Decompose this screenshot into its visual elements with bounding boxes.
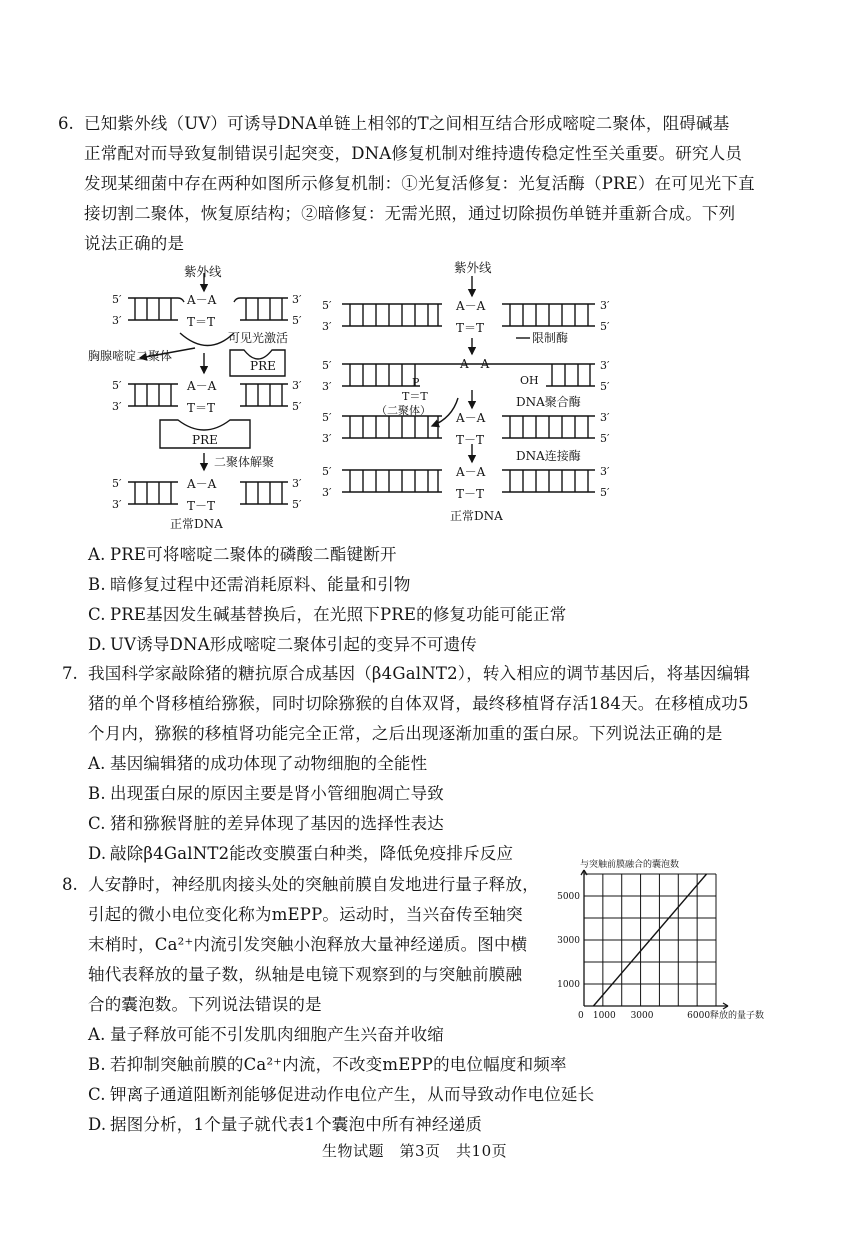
- right-r2-3prime-right: 3′: [600, 359, 610, 372]
- left-r1-pair-bottom: T＝T: [187, 315, 216, 329]
- q8-number: 8.: [62, 875, 78, 894]
- left-r3-5prime-right: 5′: [292, 498, 302, 511]
- left-r2-5prime: 5′: [112, 379, 122, 392]
- q8-line-1: 人安静时，神经肌肉接头处的突触前膜自发地进行量子释放，: [88, 875, 539, 894]
- q7-option-a-text: 基因编辑猪的成功体现了动物细胞的全能性: [110, 754, 428, 773]
- q8-option-a-letter: A.: [88, 1025, 106, 1044]
- right-r2-5prime: 5′: [322, 359, 332, 372]
- chart-x-tick-3000: 3000: [630, 1011, 654, 1021]
- dna-ligase-label: DNA连接酶: [516, 449, 581, 463]
- q6-line-2: 正常配对而导致复制错误引起突变，DNA修复机制对维持遗传稳定性至关重要。研究人员: [84, 144, 743, 163]
- right-r1-3prime: 3′: [322, 320, 332, 333]
- q6-option-c[interactable]: [88, 605, 566, 625]
- thymine-dimer-label: 胸腺嘧啶二聚体: [88, 349, 173, 363]
- right-r4-3prime-right: 3′: [600, 465, 610, 478]
- normal-dna-left-label: 正常DNA: [170, 517, 223, 531]
- q6-option-b-text: 暗修复过程中还需消耗原料、能量和引物: [110, 575, 411, 594]
- right-r3-5prime-right: 5′: [600, 432, 610, 445]
- q7-line-1: 我国科学家敲除猪的糖抗原合成基因（β4GalNT2），转入相应的调节基因后，将基因编辑: [88, 664, 751, 683]
- q8-option-c[interactable]: [88, 1085, 594, 1105]
- light-activation-label: 可见光激活: [228, 331, 289, 345]
- chart-y-tick-5000: 5000: [557, 892, 580, 902]
- q7-option-a[interactable]: [88, 754, 427, 774]
- q6-option-b[interactable]: [88, 575, 411, 595]
- q7-option-a-letter: A.: [88, 754, 106, 773]
- q7-option-b[interactable]: [88, 784, 444, 804]
- right-r2-pair: A－A: [460, 357, 490, 371]
- q6-option-a-text: PRE可将嘧啶二聚体的磷酸二酯键断开: [110, 545, 397, 564]
- q8-option-a-text: 量子释放可能不引发肌肉细胞产生兴奋并收缩: [110, 1025, 444, 1044]
- q7-number: 7.: [62, 664, 78, 683]
- q6-option-c-text: PRE基因发生碱基替换后，在光照下PRE的修复功能可能正常: [110, 605, 567, 624]
- right-r4-pair-bottom: T－T: [456, 487, 485, 501]
- q8-line-3: 末梢时，Ca²⁺内流引发突触小泡释放大量神经递质。图中横: [88, 935, 528, 954]
- right-r3-3prime: 3′: [322, 432, 332, 445]
- q7-line-2: 猪的单个肾移植给猕猴，同时切除猕猴的自体双肾，最终移植肾存活184天。在移植成功5: [88, 694, 749, 713]
- right-r3-pair-bottom: T－T: [456, 433, 485, 447]
- q7-option-b-text: 出现蛋白尿的原因主要是肾小管细胞凋亡导致: [110, 784, 444, 803]
- p-label: P: [412, 376, 420, 389]
- q7-option-d[interactable]: [88, 844, 513, 864]
- right-r2-5prime-right: 5′: [600, 380, 610, 393]
- q6-option-d-text: UV诱导DNA形成嘧啶二聚体引起的变异不可遗传: [110, 635, 478, 654]
- q6-number: 6.: [58, 114, 74, 133]
- right-r4-3prime: 3′: [322, 486, 332, 499]
- dna-repair-diagram: [80, 258, 640, 538]
- q7-option-c-letter: C.: [88, 814, 106, 833]
- q6-line-4: 接切割二聚体，恢复原结构；②暗修复：无需光照，通过切除损伤单链并重新合成。下列: [84, 204, 736, 223]
- normal-dna-right-label: 正常DNA: [450, 509, 503, 523]
- left-r3-pair-top: A－A: [187, 477, 217, 491]
- q8-line-5: 合的囊泡数。下列说法错误的是: [88, 995, 322, 1014]
- uv-label-left: 紫外线: [184, 264, 222, 279]
- right-r4-pair-top: A－A: [456, 465, 486, 479]
- left-r2-pair-top: A－A: [187, 379, 217, 393]
- q6-option-c-letter: C.: [88, 605, 106, 624]
- q8-option-b-text: 若抑制突触前膜的Ca²⁺内流，不改变mEPP的电位幅度和频率: [110, 1055, 567, 1074]
- q8-option-c-letter: C.: [88, 1085, 106, 1104]
- left-r1-5prime-right: 5′: [292, 314, 302, 327]
- right-r1-pair-bottom: T＝T: [456, 321, 485, 335]
- chart-y-tick-3000: 3000: [557, 936, 580, 946]
- right-r1-3prime-right: 3′: [600, 299, 610, 312]
- chart-x-label: 释放的量子数: [710, 1011, 765, 1021]
- right-r1-5prime: 5′: [322, 299, 332, 312]
- left-r2-3prime-right: 3′: [292, 379, 302, 392]
- oh-label: OH: [520, 374, 539, 387]
- q8-line-2: 引起的微小电位变化称为mEPP。运动时，当兴奋传至轴突: [88, 905, 523, 924]
- right-r4-5prime: 5′: [322, 465, 332, 478]
- q7-option-d-text: 敲除β4GalNT2能改变膜蛋白种类，降低免疫排斥反应: [110, 844, 514, 863]
- q7-option-c[interactable]: [88, 814, 444, 834]
- right-r1-pair-top: A－A: [456, 299, 486, 313]
- q6-line-3: 发现某细菌中存在两种如图所示修复机制：①光复活修复：光复活酶（PRE）在可见光下直: [84, 174, 755, 193]
- left-r2-pair-bottom: T＝T: [187, 401, 216, 415]
- chart-x-tick-1000: 1000: [592, 1011, 616, 1021]
- chart-y-tick-1000: 1000: [557, 980, 580, 990]
- right-r4-5prime-right: 5′: [600, 486, 610, 499]
- left-r3-5prime: 5′: [112, 477, 122, 490]
- right-r1-5prime-right: 5′: [600, 320, 610, 333]
- left-r3-pair-bottom: T－T: [187, 499, 216, 513]
- q7-line-3: 个月内，猕猴的移植肾功能完全正常，之后出现逐渐加重的蛋白尿。下列说法正确的是: [88, 724, 723, 743]
- left-r1-5prime: 5′: [112, 293, 122, 306]
- q8-option-d-letter: D.: [88, 1115, 107, 1134]
- q7-option-b-letter: B.: [88, 784, 106, 803]
- q6-option-d-letter: D.: [88, 635, 107, 654]
- pre-label-1: PRE: [250, 359, 276, 373]
- q8-option-a[interactable]: [88, 1025, 444, 1045]
- chart-origin-label: 0: [578, 1011, 584, 1021]
- page-footer: 生物试题 第3页 共10页: [322, 1142, 508, 1160]
- pre-label-2: PRE: [192, 433, 218, 447]
- right-r3-5prime: 5′: [322, 411, 332, 424]
- dna-polymerase-label: DNA聚合酶: [516, 395, 581, 409]
- q8-option-b-letter: B.: [88, 1055, 106, 1074]
- left-r1-3prime-right: 3′: [292, 293, 302, 306]
- dimer-in-gap-label: T＝T: [402, 390, 428, 403]
- q8-option-b[interactable]: [88, 1055, 567, 1075]
- chart-title: 与突触前膜融合的囊泡数: [580, 860, 680, 870]
- right-r3-3prime-right: 3′: [600, 411, 610, 424]
- q8-option-d-text: 据图分析，1个量子就代表1个囊泡中所有神经递质: [110, 1115, 483, 1134]
- q6-option-a[interactable]: [88, 545, 397, 565]
- right-r2-3prime: 3′: [322, 380, 332, 393]
- restriction-enzyme-label: 限制酶: [532, 331, 569, 345]
- q6-line-1: 已知紫外线（UV）可诱导DNA单链上相邻的T之间相互结合形成嘧啶二聚体，阻碍碱基: [84, 114, 730, 133]
- q7-option-c-text: 猪和猕猴肾脏的差异体现了基因的选择性表达: [110, 814, 444, 833]
- right-r3-pair-top: A－A: [456, 411, 486, 425]
- dimer-paren-label: （二聚体）: [376, 404, 431, 417]
- uv-label-right: 紫外线: [454, 260, 492, 275]
- vesicle-quantum-chart: [548, 856, 788, 1032]
- q6-option-d[interactable]: [88, 635, 477, 655]
- dimer-release-label: 二聚体解聚: [214, 455, 275, 469]
- left-r2-5prime-right: 5′: [292, 400, 302, 413]
- left-r1-3prime: 3′: [112, 314, 122, 327]
- q6-option-b-letter: B.: [88, 575, 106, 594]
- left-r2-3prime: 3′: [112, 400, 122, 413]
- q8-option-c-text: 钾离子通道阻断剂能够促进动作电位产生，从而导致动作电位延长: [110, 1085, 595, 1104]
- chart-x-tick-6000: 6000: [687, 1011, 711, 1021]
- q8-option-d[interactable]: [88, 1115, 482, 1135]
- q6-line-5: 说法正确的是: [84, 234, 185, 253]
- left-r3-3prime-right: 3′: [292, 477, 302, 490]
- left-r1-pair-top: A－A: [187, 293, 217, 307]
- left-r3-3prime: 3′: [112, 498, 122, 511]
- q6-option-a-letter: A.: [88, 545, 106, 564]
- q8-line-4: 轴代表释放的量子数，纵轴是电镜下观察到的与突触前膜融: [88, 965, 523, 984]
- q7-option-d-letter: D.: [88, 844, 107, 863]
